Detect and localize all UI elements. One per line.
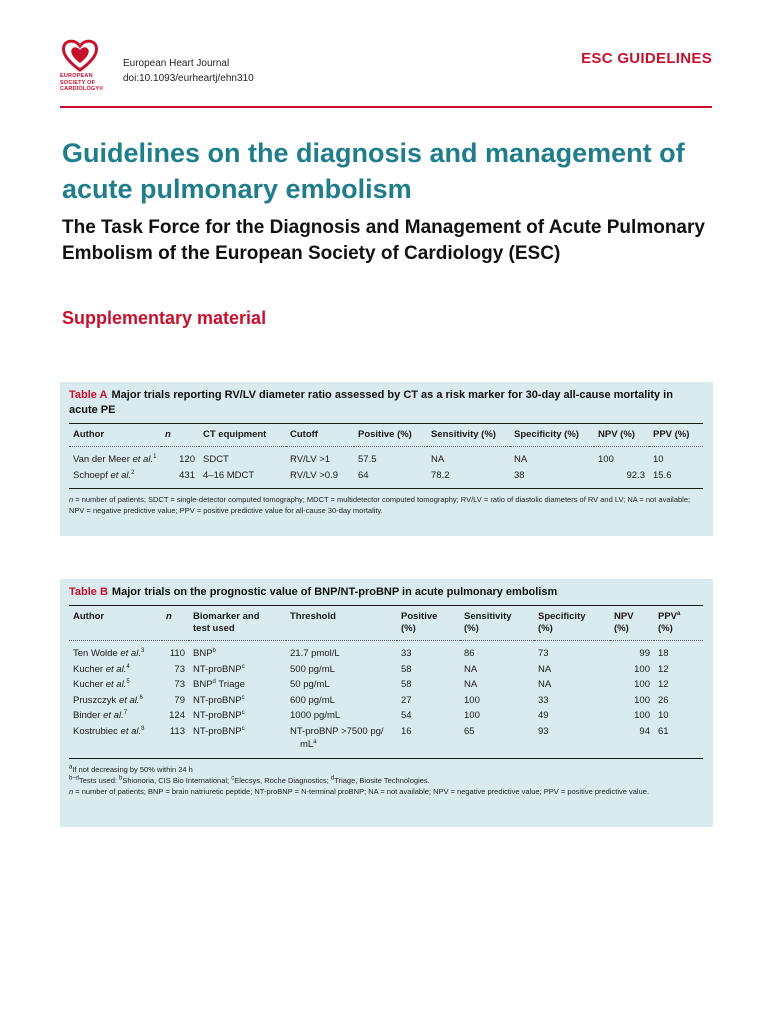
cell-specificity: NA xyxy=(514,454,528,465)
cell-sensitivity: 100 xyxy=(464,694,480,706)
table-b-footnotes xyxy=(69,764,703,797)
footnote-a: $^a$If not decreasing by 50% within 24 h xyxy=(69,764,193,774)
esc-logo xyxy=(60,38,110,93)
cell-cutoff: RV/LV >0.9 xyxy=(286,468,354,489)
cell-n: 73 xyxy=(174,679,185,690)
cell-ppv: 10 xyxy=(658,710,669,721)
page-subtitle: The Task Force for the Diagnosis and Management of Acute Pulmonary Embolism of the European Society of Cardiology (ESC) xyxy=(62,217,705,264)
table-a-grid xyxy=(69,423,703,489)
cell-sensitivity: NA xyxy=(464,679,478,690)
col-header: Specificity (%) xyxy=(510,424,594,447)
cell-author: Kostrubiec et al.$^8$ xyxy=(69,724,162,759)
table-a-caption xyxy=(69,388,703,418)
table-row xyxy=(69,693,703,709)
cell-biomarker: NT-proBNP$^c$ xyxy=(193,663,245,675)
cell-biomarker: NT-proBNP$^c$ xyxy=(189,724,286,759)
col-header: Cutoff xyxy=(286,424,354,447)
cell-threshold: 600 pg/mL xyxy=(290,694,335,706)
cell-biomarker: BNP$^b$ xyxy=(193,647,216,659)
cell-specificity: NA xyxy=(538,679,552,690)
table-header-row xyxy=(69,424,703,447)
table-row xyxy=(69,662,703,678)
cell-npv: 100 xyxy=(634,679,650,690)
table-b xyxy=(60,579,713,827)
cell-threshold: 500 pg/mL xyxy=(290,663,335,675)
cell-author: Binder et al.$^7$ xyxy=(73,709,128,721)
table-b-caption xyxy=(69,585,703,600)
cell-author: Kucher et al.$^5$ xyxy=(73,678,130,690)
cell-biomarker: BNP$^d$ Triage xyxy=(193,678,245,690)
logo-wordmark: EUROPEAN SOCIETY OF CARDIOLOGY® xyxy=(60,73,104,92)
col-header: Sensitivity (%) xyxy=(427,424,510,447)
cell-n: 124 xyxy=(169,710,185,721)
col-header: CT equipment xyxy=(199,424,286,447)
table-row xyxy=(69,447,703,468)
table-row xyxy=(69,468,703,489)
cell-sensitivity: 78.2 xyxy=(427,468,510,489)
cell-threshold: 50 pg/mL xyxy=(290,679,330,690)
table-header-row xyxy=(69,606,703,641)
cell-npv: 100 xyxy=(634,663,650,675)
cell-sensitivity: NA xyxy=(464,663,478,675)
cell-ppv: 18 xyxy=(658,648,669,659)
cell-sensitivity: NA xyxy=(431,454,445,465)
section-label: ESC GUIDELINES xyxy=(581,50,712,67)
cell-author: Ten Wolde et al.$^3$ xyxy=(73,647,145,659)
cell-positive: 58 xyxy=(401,663,412,675)
cell-specificity: NA xyxy=(538,663,552,675)
cell-threshold: NT-proBNP >7500 pg/ $mL^a$ xyxy=(286,724,397,759)
header-rule xyxy=(60,106,712,108)
col-header: Sensitivity (%) xyxy=(460,606,534,641)
cell-n: 120 xyxy=(179,454,195,465)
table-a-label: Table A xyxy=(69,389,108,401)
cell-biomarker: NT-proBNP$^c$ xyxy=(193,709,245,721)
cell-sensitivity: 65 xyxy=(460,724,534,759)
cell-positive: 58 xyxy=(401,679,412,690)
cell-ppv: 15.6 xyxy=(649,468,703,489)
cell-author: Pruszczyk et al.$^6$ xyxy=(73,694,143,706)
cell-positive: 57.5 xyxy=(358,454,377,465)
cell-n: 431 xyxy=(161,468,199,489)
cell-n: 110 xyxy=(169,648,185,659)
cell-npv: 94 xyxy=(610,724,654,759)
table-a-footnote: n = number of patients; SDCT = single-detector computed tomography; MDCT = multidetector computed tomography; RV/LV = ratio of diastolic diameters of RV and LV; NA = not available; NPV = negative predictive value; PPV = positive predictive value for all-cause 30-day mortality. xyxy=(69,495,691,515)
table-b-grid xyxy=(69,605,703,759)
cell-positive: 27 xyxy=(401,694,412,706)
cell-ct: SDCT xyxy=(203,454,229,465)
journal-name: European Heart Journal xyxy=(123,58,230,69)
table-b-label: Table B xyxy=(69,586,108,598)
col-header: Positive (%) xyxy=(354,424,427,447)
cell-specificity: 33 xyxy=(538,694,549,706)
cell-author: Schoepf et al.$^2$ xyxy=(69,468,161,489)
page-title: Guidelines on the diagnosis and management of acute pulmonary embolism xyxy=(62,138,685,204)
cell-threshold: 1000 pg/mL xyxy=(290,710,341,721)
table-a-caption-text: Major trials reporting RV/LV diameter ratio assessed by CT as a risk marker for 30-day all-cause mortality in acute PE xyxy=(69,389,673,416)
cell-author: Van der Meer et al.$^1$ xyxy=(73,453,157,465)
col-header: Biomarker and test used xyxy=(189,606,286,641)
col-header: Specificity (%) xyxy=(534,606,610,641)
cell-specificity: 73 xyxy=(538,648,549,659)
cell-sensitivity: 100 xyxy=(464,710,480,721)
cell-threshold: 21.7 pmol/L xyxy=(290,648,340,659)
cell-n: 79 xyxy=(174,694,185,706)
table-b-body xyxy=(69,641,703,759)
heart-logo-icon xyxy=(60,38,100,72)
supplementary-heading: Supplementary material xyxy=(62,308,267,328)
table-row xyxy=(69,724,703,759)
cell-npv: 100 xyxy=(598,454,614,465)
col-header: Positive (%) xyxy=(397,606,460,641)
cell-ct: 4–16 MDCT xyxy=(199,468,286,489)
col-header: PPV$^a$ (%) xyxy=(654,606,703,641)
cell-n: 73 xyxy=(174,663,185,675)
cell-ppv: 12 xyxy=(658,663,669,675)
table-b-caption-text: Major trials on the prognostic value of BNP/NT-proBNP in acute pulmonary embolism xyxy=(111,586,558,598)
cell-author: Kucher et al.$^4$ xyxy=(73,663,130,675)
footnote-abbreviations: n = number of patients; BNP = brain natriuretic peptide; NT-proBNP = N-terminal proBNP; NA = not available; NPV = negative predictive value; PPV = positive predictive value. xyxy=(69,786,650,796)
cell-ppv: 61 xyxy=(654,724,703,759)
cell-biomarker: NT-proBNP$^c$ xyxy=(193,694,245,706)
cell-positive: 16 xyxy=(397,724,460,759)
footnote-tests: $^{b-d}$Tests used: $^b$Shionoria, CIS Bio International; $^c$Elecsys, Roche Diagnostics; $^d$Triage, Biosite Technologies. xyxy=(69,775,430,785)
cell-ppv: 26 xyxy=(658,694,669,706)
cell-npv: 99 xyxy=(639,648,650,659)
cell-specificity: 93 xyxy=(534,724,610,759)
journal-info xyxy=(123,56,254,86)
cell-ppv: 12 xyxy=(658,679,669,690)
col-header: Author xyxy=(69,606,162,641)
table-a xyxy=(60,382,713,536)
cell-ppv: 10 xyxy=(653,454,664,465)
col-header: Threshold xyxy=(286,606,397,641)
table-row xyxy=(69,708,703,724)
cell-npv: 100 xyxy=(634,710,650,721)
col-header: n xyxy=(161,424,199,447)
col-header: PPV (%) xyxy=(649,424,703,447)
table-row xyxy=(69,677,703,693)
cell-positive: 64 xyxy=(354,468,427,489)
cell-positive: 33 xyxy=(401,648,412,659)
doi[interactable]: doi:10.1093/eurheartj/ehn310 xyxy=(123,73,254,84)
cell-npv: 92.3 xyxy=(594,468,649,489)
cell-sensitivity: 86 xyxy=(464,648,475,659)
cell-n: 113 xyxy=(162,724,189,759)
col-header: NPV (%) xyxy=(610,606,654,641)
cell-specificity: 38 xyxy=(510,468,594,489)
col-header: Author xyxy=(69,424,161,447)
cell-positive: 54 xyxy=(401,710,412,721)
cell-cutoff: RV/LV >1 xyxy=(290,454,331,465)
cell-specificity: 49 xyxy=(538,710,549,721)
cell-npv: 100 xyxy=(634,694,650,706)
col-header: n xyxy=(162,606,189,641)
col-header: NPV (%) xyxy=(594,424,649,447)
table-row xyxy=(69,641,703,662)
